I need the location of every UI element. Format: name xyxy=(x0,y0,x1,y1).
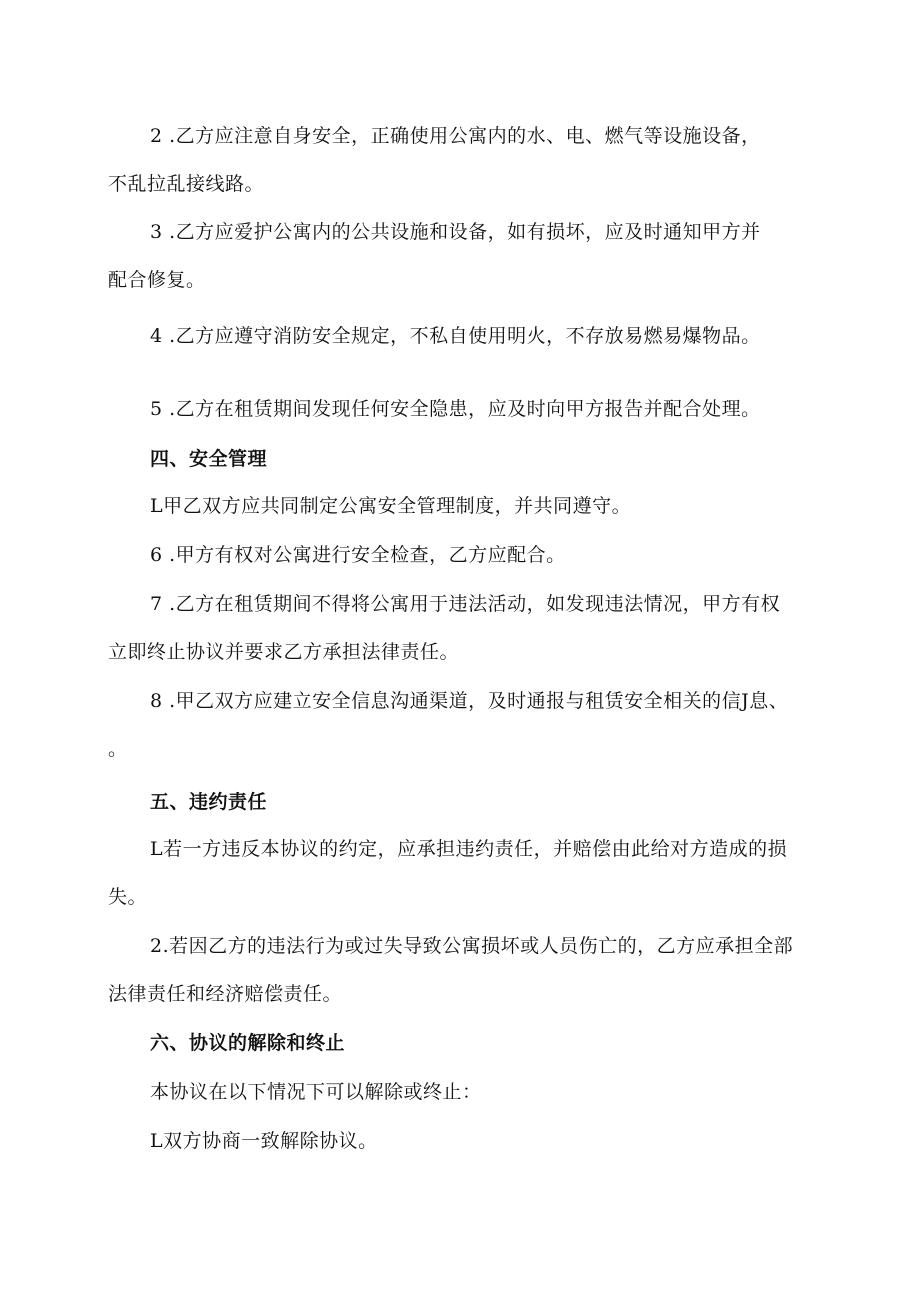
clause-5: 5 .乙方在租赁期间发现任何安全隐患，应及时向甲方报告并配合处理。 xyxy=(150,398,761,420)
termination-intro: 本协议在以下情况下可以解除或终止： xyxy=(150,1081,482,1103)
breach-clause-1-line-1: L若一方违反本协议的约定，应承担违约责任，并赔偿由此给对方造成的损 xyxy=(150,838,788,860)
breach-clause-1-line-2: 失。 xyxy=(108,886,148,908)
clause-3-line-2: 配合修复。 xyxy=(108,269,206,291)
clause-4: 4 .乙方应遵守消防安全规定，不私自使用明火，不存放易燃易爆物品。 xyxy=(150,325,761,347)
clause-8-line-1: 8 .甲乙双方应建立安全信息沟通渠道，及时通报与租赁安全相关的信J息、 xyxy=(150,690,789,712)
breach-clause-2-line-1: 2.若因乙方的违法行为或过失导致公寓损坏或人员伤亡的，乙方应承担全部 xyxy=(150,935,794,957)
clause-7-line-1: 7 .乙方在租赁期间不得将公寓用于违法活动，如发现违法情况，甲方有权 xyxy=(150,593,781,615)
safety-clause-1: L甲乙双方应共同制定公寓安全管理制度，并共同遵守。 xyxy=(150,495,632,517)
section-heading-breach-liability: 五、违约责任 xyxy=(150,791,268,813)
termination-clause-1: L双方协商一致解除协议。 xyxy=(150,1130,378,1152)
section-heading-safety-management: 四、安全管理 xyxy=(150,448,268,470)
section-heading-termination: 六、协议的解除和终止 xyxy=(150,1032,346,1054)
clause-7-line-2: 立即终止协议并要求乙方承担法律责任。 xyxy=(108,641,460,663)
clause-6: 6 .甲方有权对公寓进行安全检查，乙方应配合。 xyxy=(150,544,566,566)
clause-3-line-1: 3 .乙方应爱护公寓内的公共设施和设备，如有损坏，应及时通知甲方并 xyxy=(150,221,761,243)
clause-8-line-2: 。 xyxy=(108,738,128,760)
breach-clause-2-line-2: 法律责任和经济赔偿责任。 xyxy=(108,983,343,1005)
clause-2-line-2: 不乱拉乱接线路。 xyxy=(108,173,265,195)
clause-2-line-1: 2 .乙方应注意自身安全，正确使用公寓内的水、电、燃气等设施设备， xyxy=(150,125,761,147)
